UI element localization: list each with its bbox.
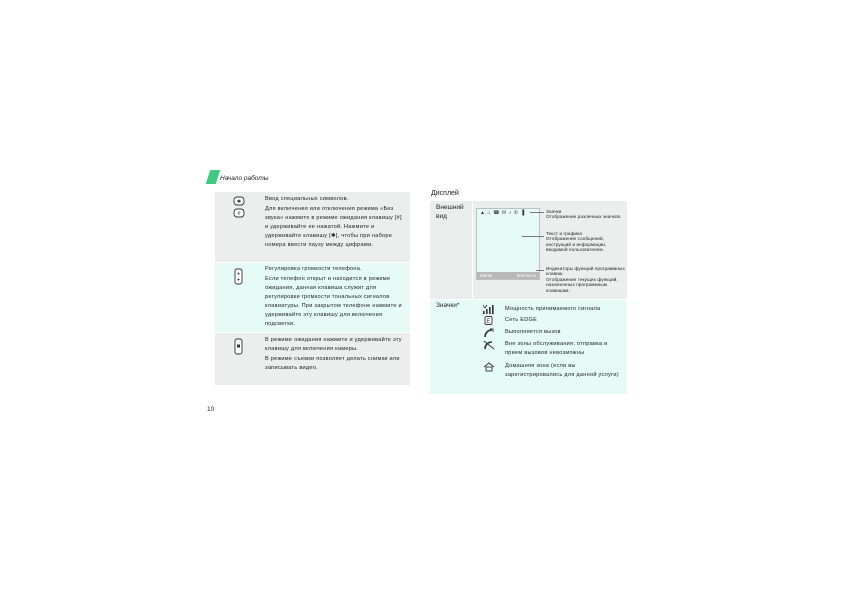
section-marker: [206, 170, 221, 184]
display-title: Дисплей: [431, 190, 459, 197]
star-hash-keys-icon: [215, 192, 261, 262]
callout-leader: [530, 212, 544, 213]
icon-description: Домашняя зона (если вы зарегистрировались для данной услуги): [505, 363, 619, 378]
softkey-left-label: Меню: [480, 273, 493, 278]
softkey-right-label: Контакты: [516, 273, 536, 278]
section-title: Начало работы: [220, 175, 269, 182]
key-row-special-chars: [215, 192, 410, 262]
phone-screen-illustration: [476, 208, 540, 280]
icon-row: [485, 316, 625, 326]
callout-softkey-indicators: Индикаторы функций программных клавиш Отображение текущих функций, назначенных программным клавишам.: [546, 266, 625, 293]
callout-text-graphics: Текст и графика Отображение сообщений, инструкций и информации, вводимой пользователем.: [546, 231, 607, 253]
icon-description: Вне зоны обслуживания; отправка и прием вызовов невозможны: [505, 341, 608, 356]
callout-leader: [522, 236, 544, 237]
callout-leader: [536, 270, 544, 271]
key-row-volume: [215, 263, 410, 332]
svg-text:E: E: [486, 319, 491, 325]
home-zone-icon: [483, 362, 495, 374]
key-row-heading: Ввод специальных символов.: [265, 196, 349, 202]
key-row-text: Если телефон открыт и находится в режиме ожидания, данная клавиша служит для регулировки громкости тональных сигналов клавиатуры. При закрытом телефоне нажмите и удерживайте эту клавишу для включения подсветки.: [265, 276, 402, 327]
key-row-text: Для включения или отключения режима «Без звука» нажмите в режиме ожидания клавишу [#] и удерживайте ее нажатой. Нажмите и удерживайте клавишу [✱], чтобы при наборе номера ввести паузу между цифрами.: [265, 206, 402, 248]
edge-network-icon: [483, 316, 495, 327]
volume-key-icon: [215, 263, 261, 332]
key-row-heading: В режиме ожидания нажмите и удерживайте эту клавишу для включения камеры.: [265, 337, 402, 352]
call-in-progress-icon: [483, 328, 495, 340]
svg-text:✱: ✱: [236, 199, 242, 205]
outer-view-label: Внешний вид: [436, 204, 464, 220]
softkey-bar: [477, 272, 539, 279]
icon-row: [485, 362, 625, 390]
page-number: 10: [207, 406, 215, 413]
icon-row: [485, 328, 625, 338]
status-icons-bar: ▲ ⌂ ☎ ✉ ♪ ✆ ▐: [480, 210, 525, 216]
icon-description: Сеть EDGE: [505, 317, 538, 323]
callout-icons: Значки Отображение различных значков.: [546, 209, 622, 220]
key-row-heading: Регулировка громкости телефона.: [265, 266, 362, 272]
key-row-text: В режиме съемки позволяет делать снимки или записывать видео.: [265, 356, 400, 371]
icon-row: [485, 305, 625, 315]
camera-key-icon: [215, 333, 261, 385]
key-row-camera: [215, 333, 410, 385]
no-service-icon: [483, 340, 495, 352]
icon-description: Мощность принимаемого сигнала: [505, 306, 601, 312]
svg-text:#: #: [237, 211, 241, 217]
icon-row: [485, 340, 625, 360]
icons-label: Значки*: [436, 302, 460, 309]
icon-description: Выполняется вызов: [505, 329, 561, 335]
signal-strength-icon: [483, 305, 495, 316]
